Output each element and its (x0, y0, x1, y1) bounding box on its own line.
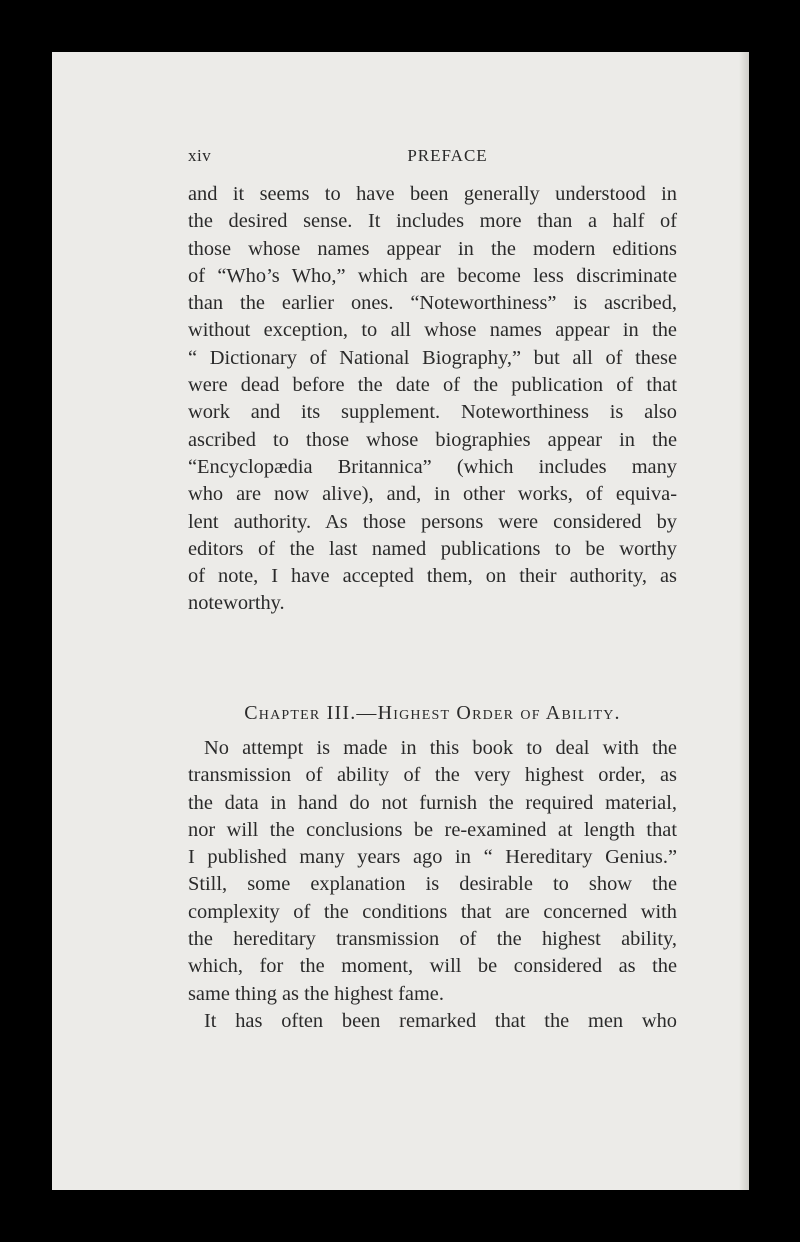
page-number: xiv (188, 146, 212, 165)
paragraph-2 (188, 735, 677, 1008)
text-line: “Encyclopædia Britannica” (which includes many (188, 455, 677, 478)
text-line: those whose names appear in the modern editions (188, 237, 677, 260)
text-line: who are now alive), and, in other works, of equiva- (188, 483, 677, 506)
text-line: of note, I have accepted them, on their authority, as (188, 565, 677, 588)
text-line: the hereditary transmission of the highest ability, (188, 928, 677, 951)
text-line: complexity of the conditions that are concerned with (188, 900, 677, 923)
text-line: than the earlier ones. “Noteworthiness” is ascribed, (188, 292, 677, 315)
text-line: noteworthy. (188, 592, 285, 615)
text-line: Still, some explanation is desirable to show the (188, 873, 677, 896)
chapter-heading: Chapter III.—Highest Order of Ability. (244, 702, 621, 724)
paragraph-3 (188, 1008, 677, 1035)
text-line: which, for the moment, will be considered as the (188, 955, 677, 978)
text-line: the data in hand do not furnish the required material, (188, 791, 677, 814)
text-line: I published many years ago in “ Hereditary Genius.” (188, 846, 677, 869)
text-line: work and its supplement. Noteworthiness is also (188, 401, 677, 424)
text-line: were dead before the date of the publication of that (188, 374, 677, 397)
text-line: without exception, to all whose names appear in the (188, 319, 677, 342)
text-line: same thing as the highest fame. (188, 982, 444, 1005)
text-line: nor will the conclusions be re-examined at length that (188, 818, 677, 841)
running-head (188, 146, 677, 170)
text-line: lent authority. As those persons were considered by (188, 510, 677, 533)
text-line: the desired sense. It includes more than a half of (188, 210, 677, 233)
text-line: ascribed to those whose biographies appear in the (188, 428, 677, 451)
book-page (52, 52, 749, 1190)
text-line: and it seems to have been generally understood in (188, 183, 677, 205)
text-line: It has often been remarked that the men who (204, 1010, 677, 1032)
text-line: editors of the last named publications to be worthy (188, 537, 677, 560)
text-line: transmission of ability of the very highest order, as (188, 764, 677, 787)
text-line: of “Who’s Who,” which are become less discriminate (188, 264, 677, 287)
text-line: “ Dictionary of National Biography,” but all of these (188, 346, 677, 369)
running-title: PREFACE (407, 146, 488, 165)
text-line: No attempt is made in this book to deal with the (204, 737, 677, 759)
page-edge-shadow (739, 52, 749, 1190)
paragraph-1 (188, 181, 677, 618)
